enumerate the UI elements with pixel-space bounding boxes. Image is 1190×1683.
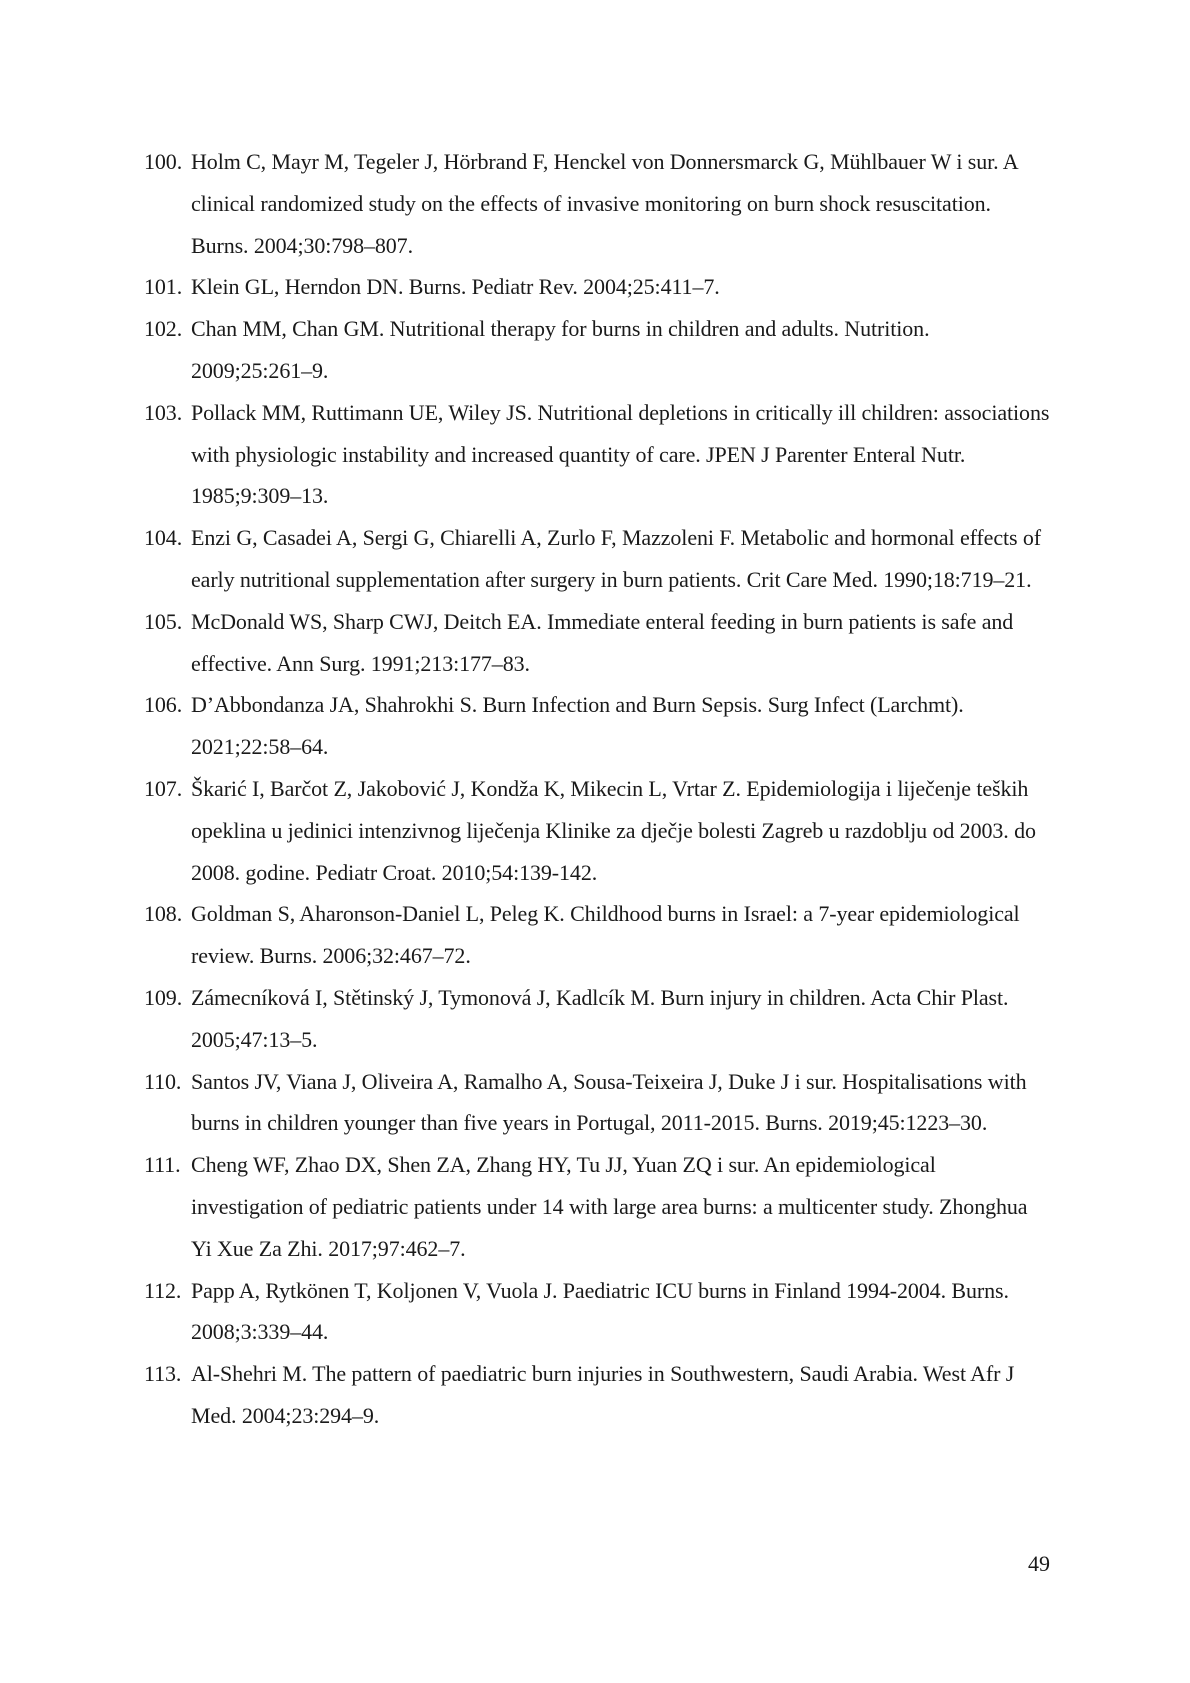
reference-item	[0, 308, 1190, 392]
reference-text: Goldman S, Aharonson-Daniel L, Peleg K. Childhood burns in Israel: a 7-year epidemiological review. Burns. 2006;32:467–72.	[191, 901, 1020, 969]
reference-item	[0, 392, 1190, 517]
reference-number: 112.	[144, 1277, 182, 1303]
reference-number: 102.	[144, 316, 183, 342]
reference-number: 101.	[144, 274, 183, 300]
reference-text: Al-Shehri M. The pattern of paediatric burn injuries in Southwestern, Saudi Arabia. West Afr J Med. 2004;23:294–9.	[191, 1361, 1015, 1428]
reference-text: Pollack MM, Ruttimann UE, Wiley JS. Nutritional depletions in critically ill children: associations with physiologic instability and increased quantity of care. JPEN J Parenter Enteral Nutr. 1985;9:309–13.	[191, 399, 1050, 509]
page-number: 49	[1028, 1551, 1050, 1576]
reference-item	[0, 1353, 1190, 1437]
reference-number: 108.	[144, 901, 183, 927]
reference-item	[0, 1061, 1190, 1145]
reference-text: Enzi G, Casadei A, Sergi G, Chiarelli A, Zurlo F, Mazzoleni F. Metabolic and hormonal effects of early nutritional supplementation after surgery in burn patients. Crit Care Med. 1990;18:719–21.	[191, 525, 1041, 592]
reference-number: 105.	[144, 608, 183, 634]
reference-item	[0, 141, 1190, 266]
reference-text: McDonald WS, Sharp CWJ, Deitch EA. Immediate enteral feeding in burn patients is safe and effective. Ann Surg. 1991;213:177–83.	[191, 608, 1014, 676]
reference-item	[0, 266, 1190, 308]
reference-number: 110.	[144, 1068, 182, 1094]
reference-number: 113.	[144, 1361, 182, 1387]
reference-text: Klein GL, Herndon DN. Burns. Pediatr Rev. 2004;25:411–7.	[191, 274, 720, 300]
reference-number: 111.	[144, 1152, 181, 1178]
reference-text: Cheng WF, Zhao DX, Shen ZA, Zhang HY, Tu JJ, Yuan ZQ i sur. An epidemiological investigation of pediatric patients under 14 with large area burns: a multicenter study. Zhonghua Yi Xue Za Zhi. 2017;97:462–7.	[191, 1152, 1028, 1261]
reference-text: Papp A, Rytkönen T, Koljonen V, Vuola J. Paediatric ICU burns in Finland 1994-2004. Burns. 2008;3:339–44.	[191, 1277, 1009, 1345]
reference-number: 104.	[144, 525, 183, 551]
reference-item	[0, 977, 1190, 1061]
reference-text: Santos JV, Viana J, Oliveira A, Ramalho A, Sousa-Teixeira J, Duke J i sur. Hospitalisations with burns in children younger than five years in Portugal, 2011-2015. Burns. 2019;45:1223–30.	[191, 1068, 1027, 1136]
reference-number: 103.	[144, 399, 183, 425]
reference-number: 106.	[144, 692, 183, 718]
reference-number: 109.	[144, 984, 183, 1010]
reference-item	[0, 893, 1190, 977]
reference-item	[0, 684, 1190, 768]
reference-item	[0, 768, 1190, 893]
reference-list	[0, 141, 1190, 1437]
reference-number: 100.	[144, 149, 183, 174]
reference-text: Zámecníková I, Stětinský J, Tymonová J, Kadlcík M. Burn injury in children. Acta Chir Plast. 2005;47:13–5.	[191, 984, 1009, 1052]
reference-item	[0, 1144, 1190, 1269]
reference-text: Škarić I, Barčot Z, Jakobović J, Kondža K, Mikecin L, Vrtar Z. Epidemiologija i liječenje teških opeklina u jedinici intenzivnog liječenja Klinike za dječje bolesti Zagreb u razdoblju od 2003. do 2008. godine. Pediatr Croat. 2010;54:139-142.	[191, 775, 1036, 885]
reference-item	[0, 601, 1190, 685]
reference-text: D’Abbondanza JA, Shahrokhi S. Burn Infection and Burn Sepsis. Surg Infect (Larchmt). 2021;22:58–64.	[191, 692, 964, 760]
reference-text: Holm C, Mayr M, Tegeler J, Hörbrand F, Henckel von Donnersmarck G, Mühlbauer W i sur. A clinical randomized study on the effects of invasive monitoring on burn shock resuscitation. Burns. 2004;30:798–807.	[191, 149, 1018, 258]
reference-item	[0, 517, 1190, 601]
reference-item	[0, 1270, 1190, 1354]
reference-number: 107.	[144, 775, 183, 801]
reference-text: Chan MM, Chan GM. Nutritional therapy for burns in children and adults. Nutrition. 2009;25:261–9.	[191, 316, 930, 383]
